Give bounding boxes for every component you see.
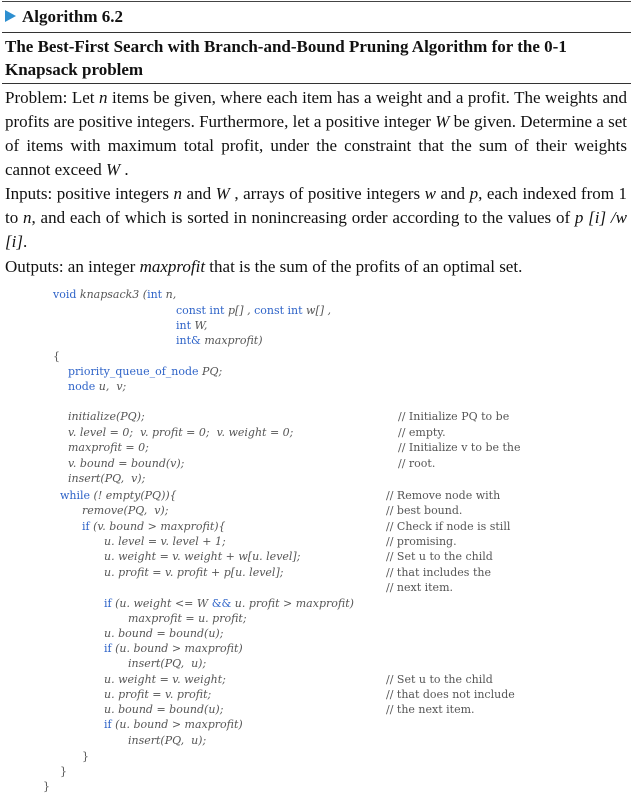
code-comment: // empty.	[398, 426, 446, 439]
code-line: u. profit = v. profit;	[104, 688, 212, 701]
code-line: v. level = 0; v. profit = 0; v. weight = 0;	[68, 426, 294, 439]
code-comment: // the next item.	[386, 703, 475, 716]
code-line: initialize(PQ);	[68, 410, 145, 423]
code-line: while (! empty(PQ)){	[60, 489, 177, 502]
code-comment: // promising.	[386, 535, 457, 548]
code-line: {	[53, 350, 60, 363]
code-line: if (u. bound > maxprofit)	[104, 642, 243, 655]
code-comment: // that includes the	[386, 566, 491, 579]
code-line: node u, v;	[68, 380, 127, 393]
code-comment: // Remove node with	[386, 489, 501, 502]
code-comment: // best bound.	[386, 504, 463, 517]
code-line: const int p[] , const int w[] ,	[176, 304, 332, 317]
algorithm-title: The Best-First Search with Branch-and-Bound Pruning Algorithm for the 0-1 Knapsack problem	[5, 37, 567, 79]
code-comment: // Set u to the child	[386, 673, 493, 686]
code-line: }	[82, 750, 89, 763]
code-line: v. bound = bound(v);	[68, 457, 185, 470]
code-line: insert(PQ, v);	[68, 472, 146, 485]
algorithm-label: Algorithm 6.2	[22, 7, 124, 26]
code-comment: // next item.	[386, 581, 453, 594]
code-line: maxprofit = u. profit;	[128, 612, 247, 625]
code-line: u. bound = bound(u);	[104, 703, 224, 716]
code-line: insert(PQ, u);	[128, 657, 207, 670]
code-line: if (u. weight <= W && u. profit > maxprofit)	[104, 597, 354, 610]
code-line: }	[43, 780, 50, 793]
code-line: priority_queue_of_node PQ;	[68, 365, 223, 378]
code-comment: // Initialize PQ to be	[398, 410, 510, 423]
code-line: remove(PQ, v);	[82, 504, 169, 517]
code-comment: // that does not include	[386, 688, 515, 701]
code-line: u. profit = v. profit + p[u. level];	[104, 566, 284, 579]
code-line: u. weight = v. weight + w[u. level];	[104, 550, 301, 563]
code-comment: // Initialize v to be the	[398, 441, 521, 454]
code-comment: // Set u to the child	[386, 550, 493, 563]
code-line: maxprofit = 0;	[68, 441, 149, 454]
code-line: int& maxprofit)	[176, 334, 263, 347]
code-line: u. weight = v. weight;	[104, 673, 226, 686]
code-comment: // root.	[398, 457, 436, 470]
code-line: void knapsack3 (int n,	[53, 288, 177, 301]
code-line: if (u. bound > maxprofit)	[104, 718, 243, 731]
code-line: if (v. bound > maxprofit){	[82, 520, 226, 533]
code-line: }	[60, 765, 67, 778]
inputs-paragraph: Inputs: positive integers n and W , arrays of positive integers w and p, each indexed from 1 to n, and each of which is sorted in nonincreasing order according to the values of p [i] /w [i].	[5, 184, 627, 251]
code-line: int W,	[176, 319, 208, 332]
outputs-paragraph: Outputs: an integer maxprofit that is the sum of the profits of an optimal set.	[5, 257, 523, 276]
code-line: u. level = v. level + 1;	[104, 535, 226, 548]
problem-paragraph: Problem: Let n items be given, where each item has a weight and a profit. The weights and profits are positive integers. Furthermore, let a positive integer W be given. Determine a set of items with maximum total profit, under the constraint that the sum of their weights cannot exceed W .	[5, 88, 627, 179]
code-line: insert(PQ, u);	[128, 734, 207, 747]
code-comment: // Check if node is still	[386, 520, 511, 533]
code-line: u. bound = bound(u);	[104, 627, 224, 640]
